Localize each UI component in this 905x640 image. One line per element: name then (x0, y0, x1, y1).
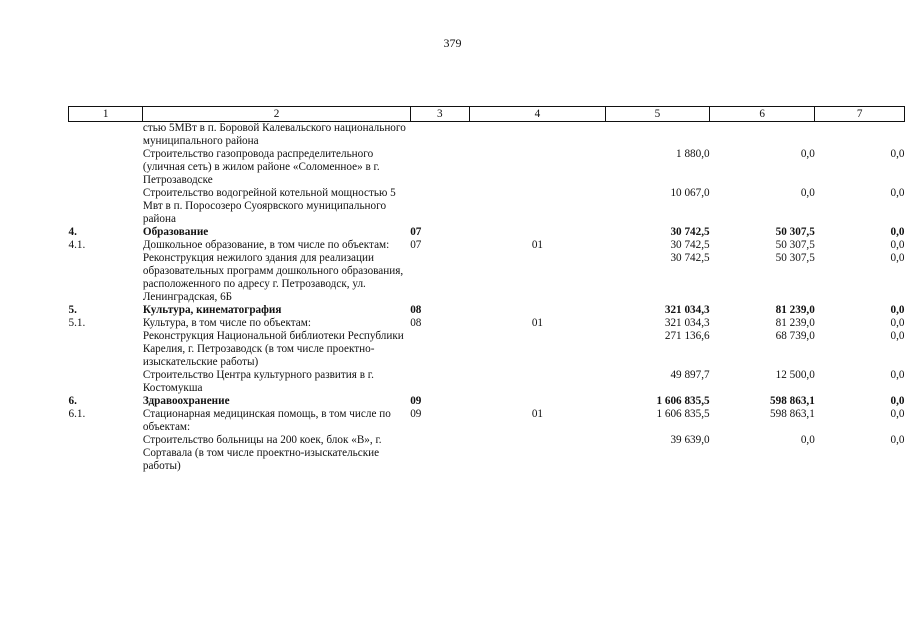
row-number: 6. (68, 395, 77, 407)
table-row (69, 187, 905, 226)
row-subsection (469, 187, 605, 226)
row-value-6: 81 239,0 (775, 317, 815, 329)
row-subsection (469, 434, 605, 473)
table-row (69, 122, 905, 149)
row-subsection (469, 122, 605, 149)
budget-table (68, 106, 905, 473)
row-value-5: 321 034,3 (664, 317, 710, 329)
row-section: 07 (410, 239, 422, 251)
row-section: 08 (410, 317, 422, 329)
row-section: 07 (410, 226, 422, 238)
row-value-6: 68 739,0 (775, 330, 815, 342)
row-value-7 (815, 122, 905, 149)
row-value-6: 50 307,5 (775, 239, 815, 251)
row-name: Стационарная медицинская помощь, в том числе по объектам: (142, 408, 391, 433)
row-value-7: 0,0 (890, 226, 905, 238)
table-row (69, 317, 905, 330)
row-value-6: 598 863,1 (770, 395, 815, 407)
col-header-7: 7 (815, 107, 905, 122)
row-value-5: 271 136,6 (664, 330, 710, 342)
row-subsection: 01 (531, 408, 543, 420)
row-name: Здравоохранение (142, 395, 230, 407)
row-value-6: 50 307,5 (775, 252, 815, 264)
row-value-6: 0,0 (800, 148, 815, 160)
row-value-6: 598 863,1 (770, 408, 815, 420)
row-number (69, 122, 143, 149)
row-value-5: 1 880,0 (676, 148, 710, 160)
row-number (69, 187, 143, 226)
row-number (69, 148, 143, 187)
row-number: 4. (68, 226, 77, 238)
row-number (69, 252, 143, 304)
row-name: Реконструкция нежилого здания для реализации образовательных программ дошкольного образования, расположенного по адресу г. Петрозаводск, ул. Ленинградская, 6Б (142, 252, 404, 303)
row-value-7: 0,0 (890, 317, 905, 329)
row-name: Реконструкция Национальной библиотеки Республики Карелия, г. Петрозаводск (в том числе проектно-изыскательские работы) (142, 330, 404, 368)
row-value-5: 30 742,5 (670, 226, 710, 238)
row-value-7: 0,0 (890, 434, 905, 446)
row-value-7: 0,0 (890, 304, 905, 316)
row-name: Строительство Центра культурного развития в г. Костомукша (142, 369, 374, 394)
table-row (69, 408, 905, 434)
row-value-5: 49 897,7 (670, 369, 710, 381)
page-number: 379 (443, 36, 462, 50)
row-name: Дошкольное образование, в том числе по объектам: (142, 239, 390, 251)
row-value-6: 12 500,0 (775, 369, 815, 381)
row-value-5: 321 034,3 (664, 304, 710, 316)
row-number (69, 434, 143, 473)
table-row (69, 369, 905, 395)
table-row (69, 239, 905, 252)
row-value-6 (710, 122, 815, 149)
row-subsection (469, 148, 605, 187)
row-section (410, 369, 469, 395)
row-value-6: 0,0 (800, 187, 815, 199)
row-value-5: 39 639,0 (670, 434, 710, 446)
row-subsection (469, 252, 605, 304)
col-header-4: 4 (469, 107, 605, 122)
row-subsection (469, 369, 605, 395)
row-name: Образование (142, 226, 209, 238)
row-value-7: 0,0 (890, 369, 905, 381)
row-value-5 (605, 122, 709, 149)
row-value-5: 1 606 835,5 (656, 408, 710, 420)
row-subsection (469, 395, 605, 408)
row-value-5: 30 742,5 (670, 239, 710, 251)
row-number: 6.1. (68, 408, 86, 420)
row-subsection (469, 226, 605, 239)
row-section (410, 187, 469, 226)
row-section (410, 148, 469, 187)
row-name: стью 5МВт в п. Боровой Калевальского национального муниципального района (142, 122, 406, 147)
row-name: Строительство газопровода распределительного (уличная сеть) в жилом районе «Соломенное» в г. Петрозаводске (142, 148, 380, 186)
col-header-2: 2 (143, 107, 410, 122)
row-number: 4.1. (68, 239, 86, 251)
row-value-7: 0,0 (890, 187, 905, 199)
row-value-7: 0,0 (890, 239, 905, 251)
row-value-7: 0,0 (890, 395, 905, 407)
row-section (410, 122, 469, 149)
table-row (69, 304, 905, 317)
row-subsection (469, 304, 605, 317)
row-subsection: 01 (531, 317, 543, 329)
table-row (69, 148, 905, 187)
row-value-5: 30 742,5 (670, 252, 710, 264)
row-value-6: 50 307,5 (775, 226, 815, 238)
row-subsection (469, 330, 605, 369)
col-header-3: 3 (410, 107, 469, 122)
row-number: 5.1. (68, 317, 86, 329)
row-value-6: 0,0 (800, 434, 815, 446)
row-section (410, 330, 469, 369)
row-value-6: 81 239,0 (775, 304, 815, 316)
row-number (69, 369, 143, 395)
row-section: 08 (410, 304, 422, 316)
row-section (410, 252, 469, 304)
row-name: Культура, в том числе по объектам: (142, 317, 311, 329)
row-section: 09 (410, 395, 422, 407)
table-row (69, 330, 905, 369)
row-number (69, 330, 143, 369)
row-section (410, 434, 469, 473)
header-row (69, 107, 905, 122)
table-row (69, 434, 905, 473)
row-value-7: 0,0 (890, 408, 905, 420)
row-value-7: 0,0 (890, 148, 905, 160)
col-header-6: 6 (710, 107, 815, 122)
col-header-1: 1 (69, 107, 143, 122)
row-value-7: 0,0 (890, 252, 905, 264)
row-name: Строительство водогрейной котельной мощностью 5 Мвт в п. Поросозеро Суоярвского муниципального района (142, 187, 396, 225)
table-row (69, 226, 905, 239)
col-header-5: 5 (605, 107, 709, 122)
row-name: Строительство больницы на 200 коек, блок «В», г. Сортавала (в том числе проектно-изыскательские работы) (142, 434, 382, 472)
row-value-5: 1 606 835,5 (656, 395, 710, 407)
row-subsection: 01 (531, 239, 543, 251)
row-section: 09 (410, 408, 422, 420)
row-number: 5. (68, 304, 77, 316)
table-row (69, 395, 905, 408)
row-name: Культура, кинематография (142, 304, 282, 316)
row-value-7: 0,0 (890, 330, 905, 342)
row-value-5: 10 067,0 (670, 187, 710, 199)
table-row (69, 252, 905, 304)
